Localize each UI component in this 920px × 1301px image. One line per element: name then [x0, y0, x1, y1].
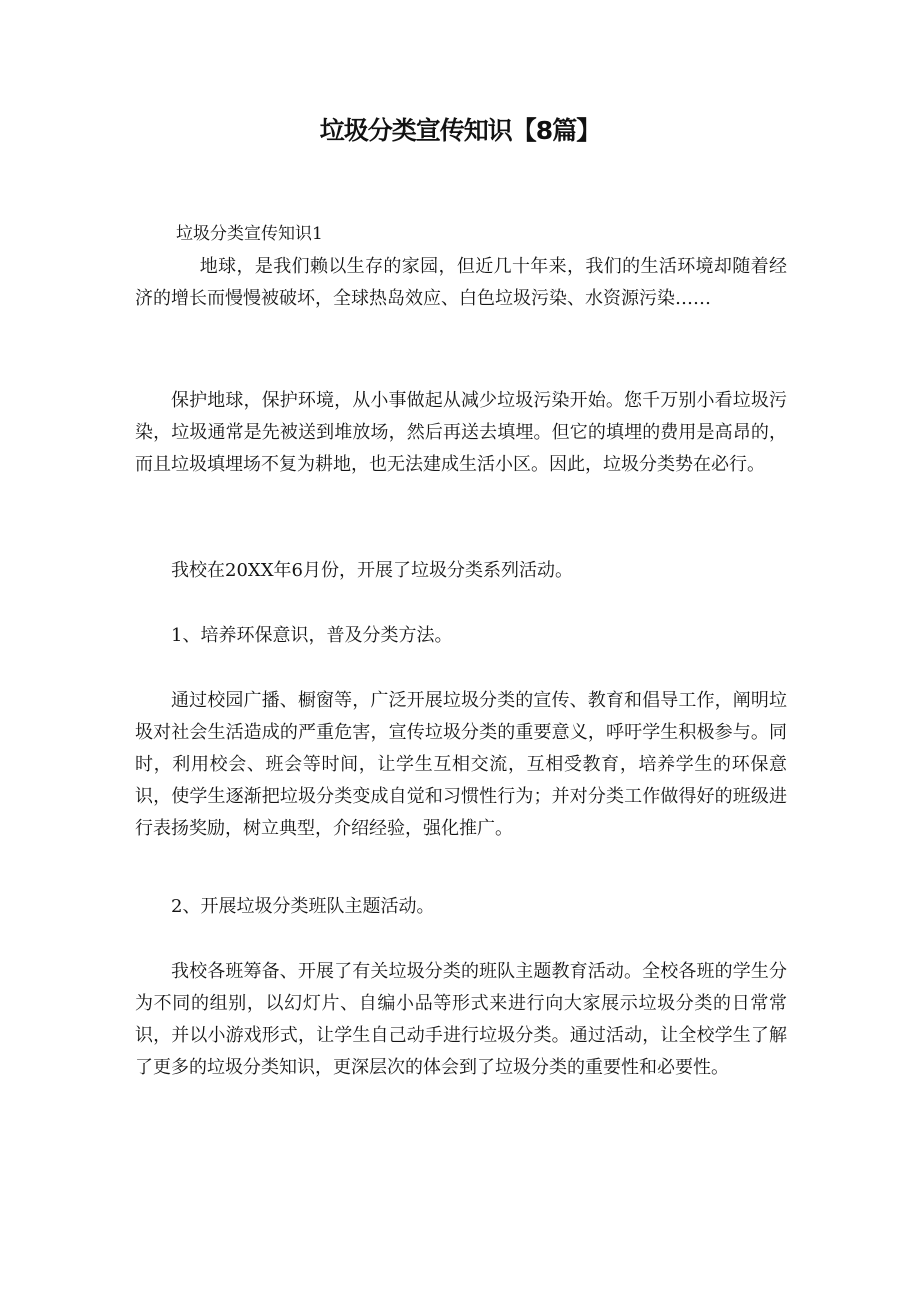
list-item-text: 2、开展垃圾分类班队主题活动。	[171, 896, 435, 917]
paragraph-text: 通过校园广播、橱窗等，广泛开展垃圾分类的宣传、教育和倡导工作，阐明垃圾对社会生活造成的严重危害，宣传垃圾分类的重要意义，呼吁学生积极参与。同时，利用校会、班会等时间，让学生互相交流，互相受教育，培养学生的环保意识，使学生逐渐把垃圾分类变成自觉和习惯性行为；并对分类工作做得好的班级进行表扬奖励，树立典型，介绍经验，强化推广。	[135, 690, 787, 839]
paragraph-school-activity	[135, 555, 787, 587]
list-item-1	[135, 620, 787, 652]
paragraph-text: 保护地球，保护环境，从小事做起从减少垃圾污染开始。您千万别小看垃圾污染，垃圾通常是先被送到堆放场，然后再送去填埋。但它的填埋的费用是高昂的，而且垃圾填埋场不复为耕地，也无法建成生活小区。因此，垃圾分类势在必行。	[135, 390, 787, 475]
document-title: 垃圾分类宣传知识【8篇】	[319, 116, 601, 145]
paragraph-text: 地球，是我们赖以生存的家园，但近几十年来，我们的生活环境却随着经济的增长而慢慢被破坏，全球热岛效应、白色垃圾污染、水资源污染……	[135, 256, 787, 309]
paragraph-campus-broadcast	[135, 685, 787, 845]
paragraph-class-activity	[135, 956, 787, 1084]
list-item-2	[135, 891, 787, 923]
paragraph-protect	[135, 385, 787, 481]
paragraph-text: 我校在20XX年6月份，开展了垃圾分类系列活动。	[171, 560, 573, 581]
paragraph-earth	[135, 251, 787, 315]
section-heading: 垃圾分类宣传知识1	[176, 224, 323, 244]
paragraph-text: 我校各班筹备、开展了有关垃圾分类的班队主题教育活动。全校各班的学生分为不同的组别，以幻灯片、自编小品等形式来进行向大家展示垃圾分类的日常常识，并以小游戏形式，让学生自己动手进行垃圾分类。通过活动，让全校学生了解了更多的垃圾分类知识，更深层次的体会到了垃圾分类的重要性和必要性。	[135, 961, 787, 1078]
list-item-text: 1、培养环保意识，普及分类方法。	[171, 625, 453, 646]
